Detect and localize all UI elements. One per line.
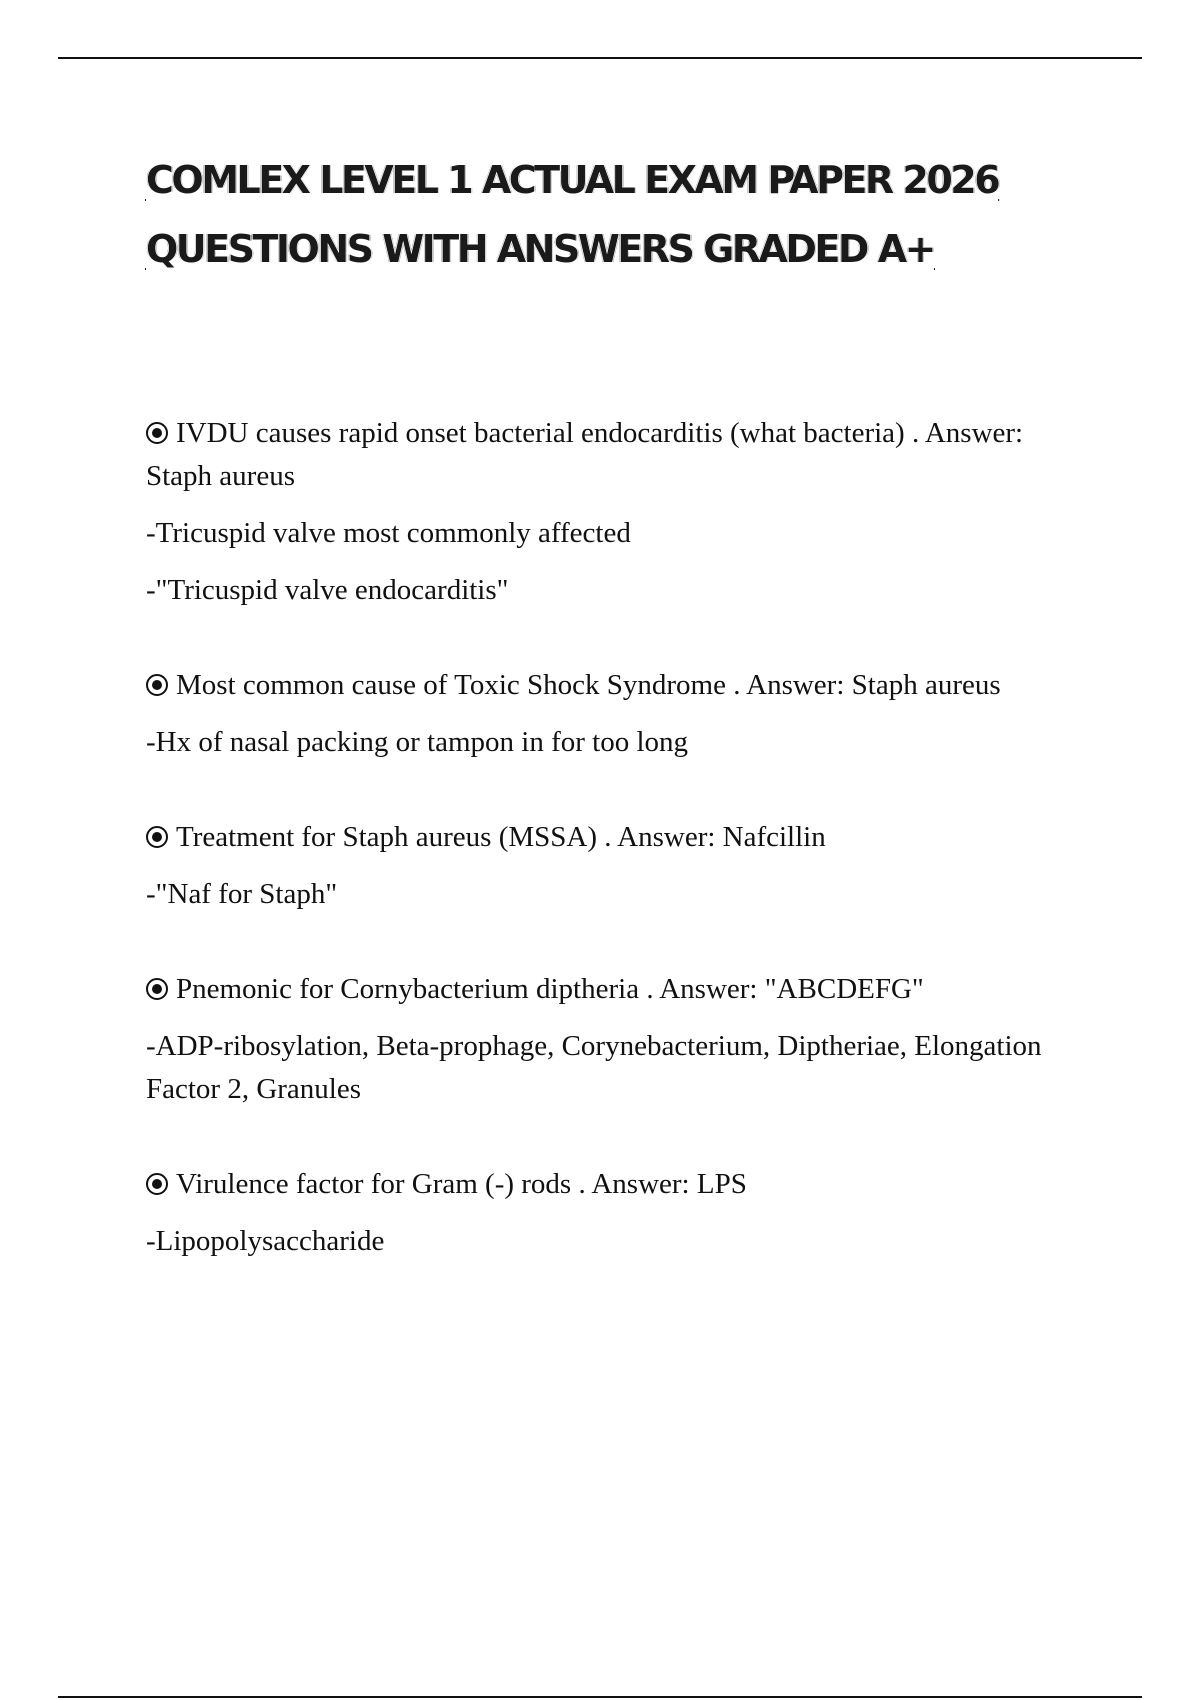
question-text xyxy=(146,816,1046,859)
question-text xyxy=(146,412,1046,498)
answer-note: -"Tricuspid valve endocarditis" xyxy=(146,574,509,606)
qa-item xyxy=(146,1163,1046,1263)
question-text xyxy=(146,664,1046,707)
bottom-divider xyxy=(58,1696,1142,1698)
radio-bullet-icon xyxy=(146,422,168,444)
question-text xyxy=(146,1163,1046,1206)
qa-item xyxy=(146,816,1046,916)
question-label: IVDU causes rapid onset bacterial endocarditis (what bacteria) . Answer: Staph aureus xyxy=(146,417,1024,492)
radio-bullet-icon xyxy=(146,826,168,848)
qa-item xyxy=(146,412,1046,612)
answer-note: -Lipopolysaccharide xyxy=(146,1225,385,1257)
qa-item xyxy=(146,664,1046,764)
question-label: Pnemonic for Cornybacterium diptheria . Answer: "ABCDEFG" xyxy=(176,973,924,1005)
question-label: Virulence factor for Gram (-) rods . Answer: LPS xyxy=(176,1168,747,1200)
top-divider xyxy=(58,57,1142,59)
answer-note: -"Naf for Staph" xyxy=(146,878,338,910)
answer-note: -Hx of nasal packing or tampon in for too long xyxy=(146,726,689,758)
title-line-1: COMLEX LEVEL 1 ACTUAL EXAM PAPER 2026 xyxy=(146,158,999,202)
radio-bullet-icon xyxy=(146,674,168,696)
page-title xyxy=(146,146,1086,284)
qa-item xyxy=(146,968,1046,1111)
answer-note: -Tricuspid valve most commonly affected xyxy=(146,517,631,549)
question-text xyxy=(146,968,1046,1011)
radio-bullet-icon xyxy=(146,1173,168,1195)
title-line-2: QUESTIONS WITH ANSWERS GRADED A+ xyxy=(146,227,934,271)
question-list xyxy=(146,412,1046,1263)
question-label: Treatment for Staph aureus (MSSA) . Answer: Nafcillin xyxy=(176,821,826,853)
answer-note: -ADP-ribosylation, Beta-prophage, Corynebacterium, Diptheriae, Elongation Factor 2, Granules xyxy=(146,1030,1042,1105)
radio-bullet-icon xyxy=(146,978,168,1000)
question-label: Most common cause of Toxic Shock Syndrome . Answer: Staph aureus xyxy=(176,669,1001,701)
